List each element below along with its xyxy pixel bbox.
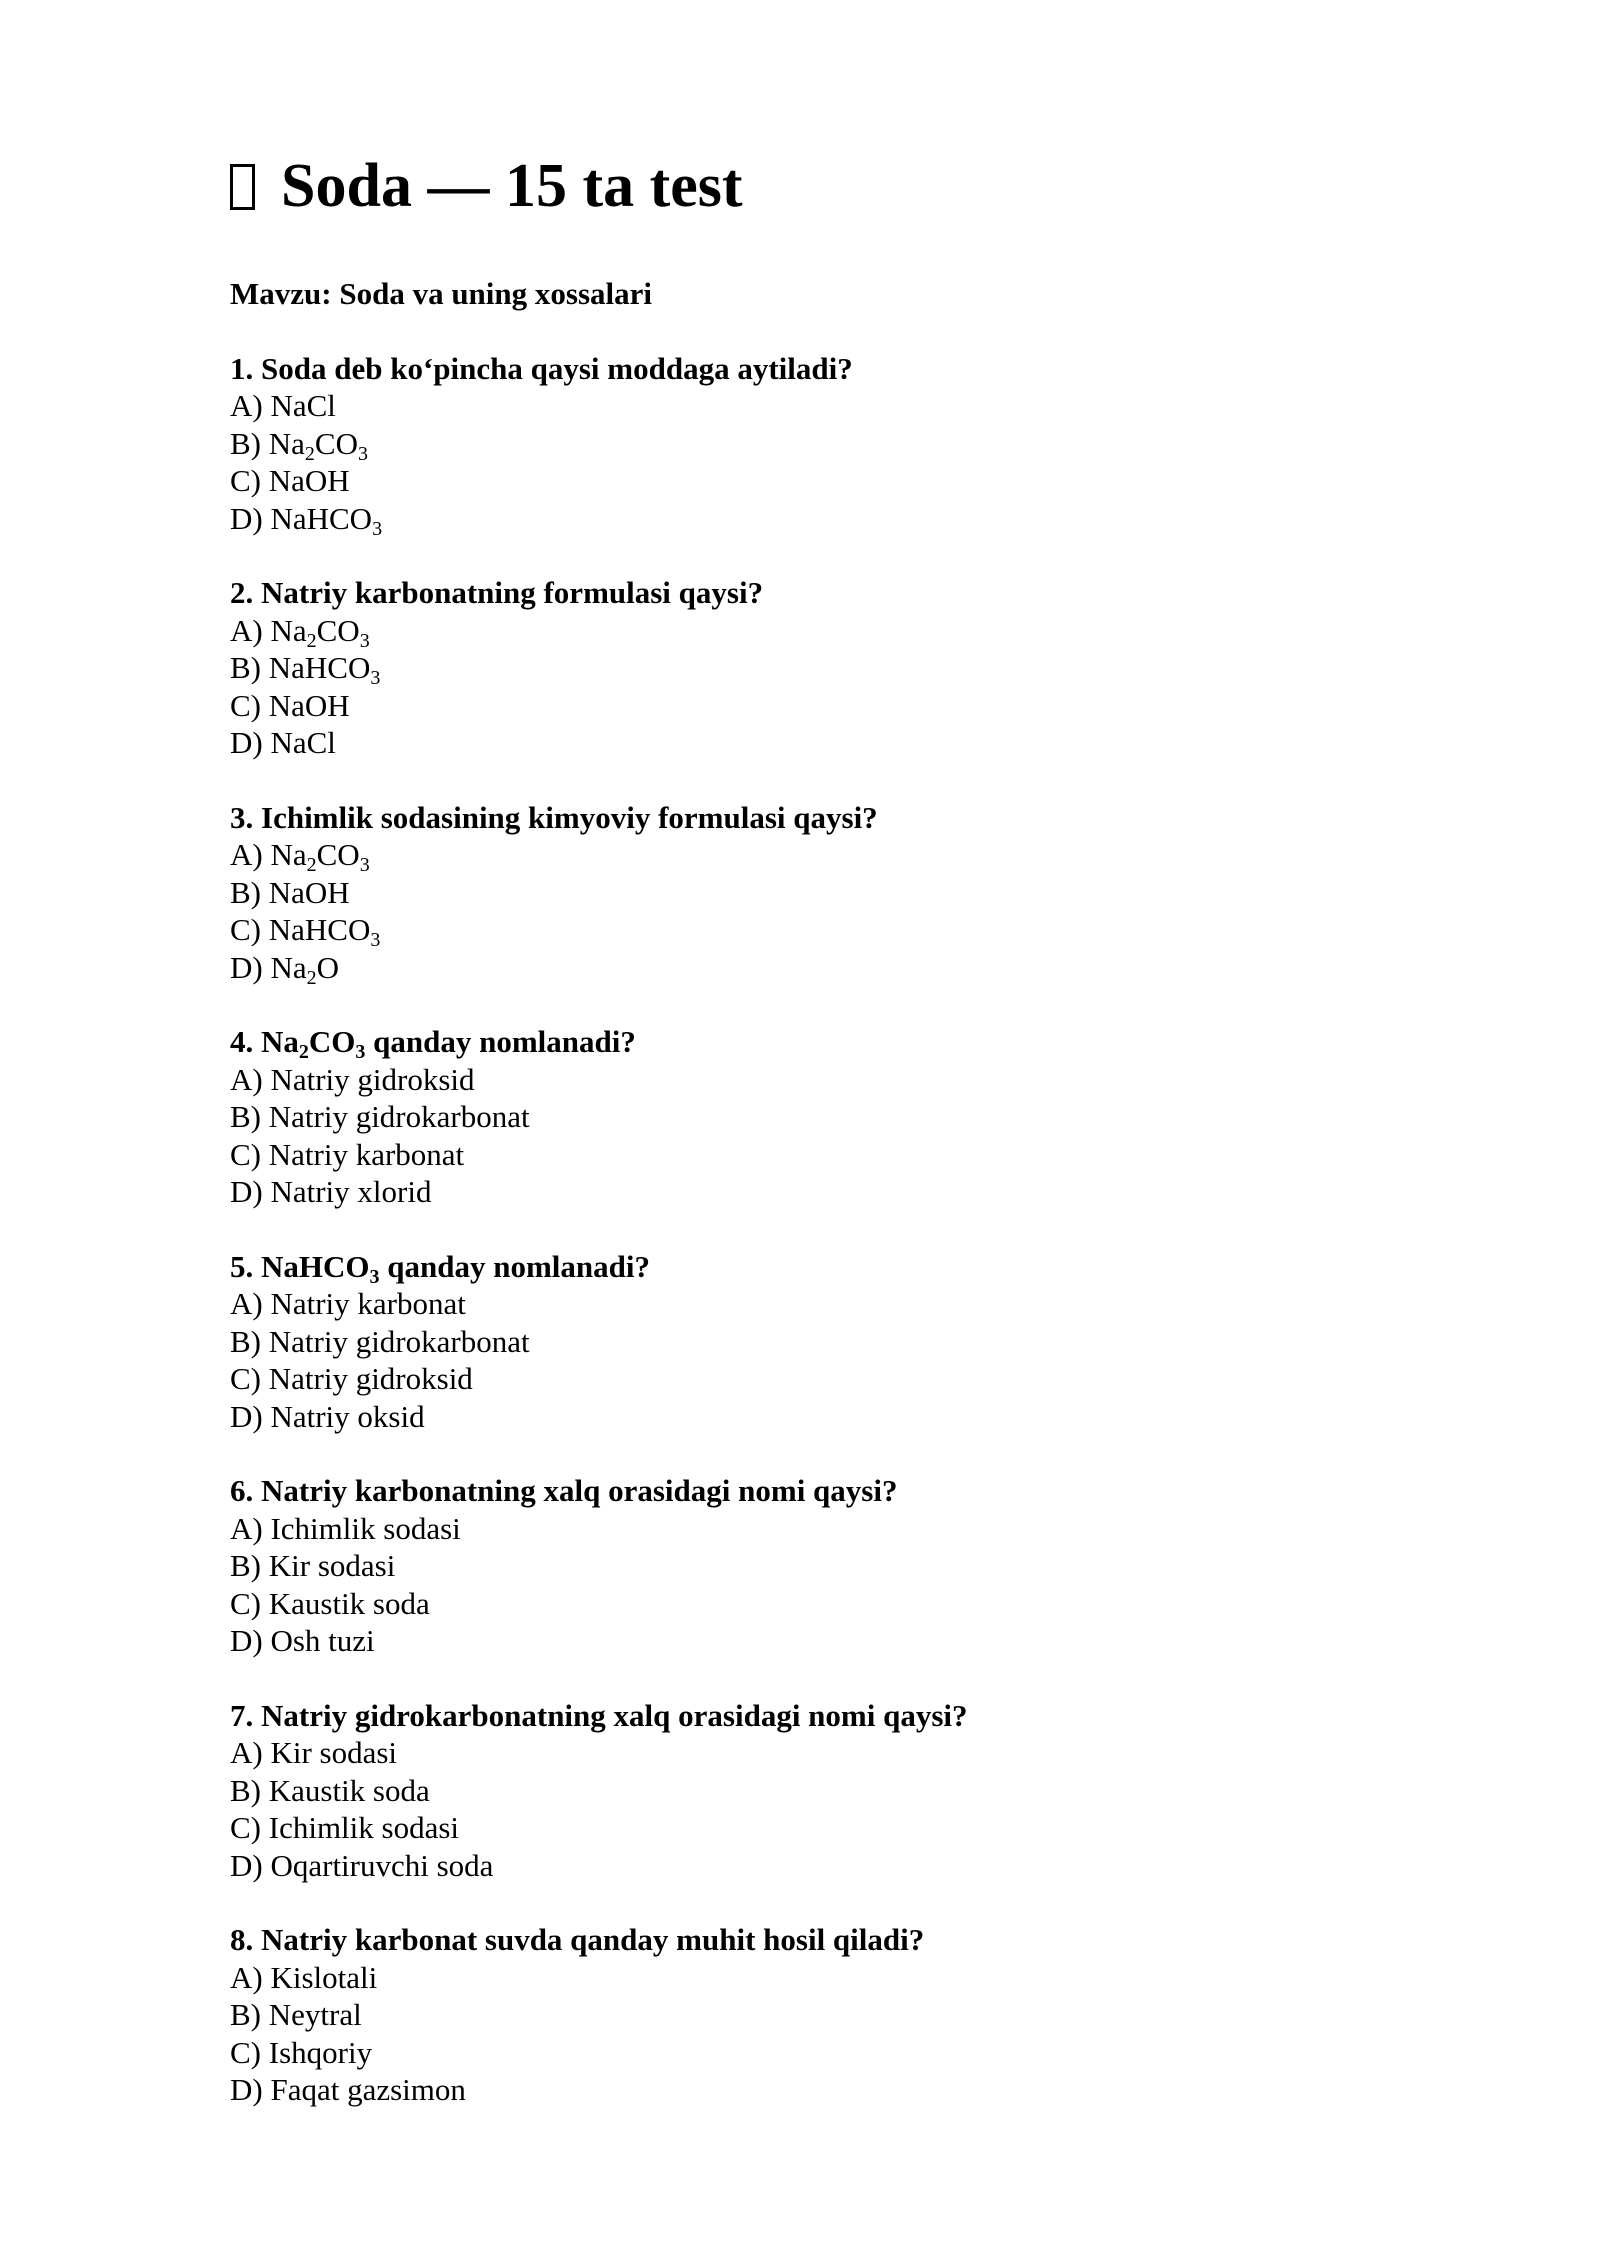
- answer-option: [230, 724, 1430, 762]
- answer-option: [230, 649, 1430, 687]
- option-text: Kir sodasi: [268, 1548, 396, 1583]
- option-letter: A): [230, 837, 271, 872]
- answer-option: [230, 1772, 1430, 1810]
- question-text-part: Natriy karbonat suvda qanday muhit hosil qiladi?: [261, 1922, 925, 1957]
- option-text: Ishqoriy: [268, 2034, 373, 2070]
- answer-option: [230, 1585, 1430, 1623]
- option-text: Na: [270, 949, 307, 985]
- option-text: Kislotali: [270, 1959, 378, 1995]
- answer-option: [230, 911, 1430, 949]
- option-letter: B): [230, 425, 269, 461]
- option-text: CO: [316, 837, 360, 872]
- option-text: NaHCO: [270, 500, 373, 536]
- answer-option: [230, 1547, 1430, 1585]
- subscript: 3: [370, 929, 381, 951]
- option-letter: D): [230, 1847, 271, 1883]
- page-title: [230, 152, 1430, 225]
- question-text: [230, 1697, 1430, 1735]
- option-letter: D): [230, 1623, 271, 1658]
- answer-option: [230, 1285, 1430, 1323]
- option-letter: B): [230, 1548, 269, 1583]
- option-letter: C): [230, 1361, 269, 1396]
- question-number: 2.: [230, 575, 261, 610]
- subscript: 2: [298, 1041, 309, 1063]
- question-text-part: Natriy karbonatning formulasi qaysi?: [261, 575, 764, 610]
- document-icon: [230, 164, 255, 210]
- option-letter: A): [230, 1286, 271, 1321]
- question-text: [230, 799, 1430, 837]
- answer-option: [230, 687, 1430, 725]
- option-text: NaHCO: [268, 650, 371, 685]
- answer-option: [230, 836, 1430, 874]
- option-letter: D): [230, 2072, 271, 2107]
- subject-line: Mavzu: Soda va uning xossalari: [230, 276, 653, 311]
- subscript: 2: [306, 854, 317, 876]
- question-text: [230, 1921, 1430, 1959]
- option-letter: B): [230, 1772, 269, 1808]
- option-letter: D): [230, 725, 271, 760]
- question-block: [230, 350, 1430, 538]
- question-block: [230, 1921, 1430, 2109]
- question-text-part: Soda deb ko‘pincha qaysi moddaga aytiladi?: [261, 350, 853, 386]
- answer-option: [230, 1061, 1430, 1099]
- question-block: [230, 799, 1430, 987]
- option-text: NaOH: [268, 463, 350, 498]
- option-letter: C): [230, 1585, 269, 1621]
- question-text-part: NaHCO: [261, 1248, 370, 1284]
- question-text: [230, 1472, 1430, 1510]
- option-text: Natriy gidroksid: [268, 1361, 473, 1396]
- page-title-text: Soda — 15 ta test: [281, 152, 743, 220]
- answer-option: [230, 1959, 1430, 1997]
- answer-option: [230, 949, 1430, 987]
- option-letter: C): [230, 1810, 269, 1845]
- question-number: 5.: [230, 1248, 261, 1284]
- answer-option: [230, 1622, 1430, 1660]
- option-letter: D): [230, 1398, 271, 1434]
- option-text: Natriy gidrokarbonat: [268, 1323, 530, 1359]
- option-letter: A): [230, 1510, 271, 1546]
- question-block: [230, 1023, 1430, 1211]
- option-text: Natriy xlorid: [270, 1174, 432, 1209]
- question-text-part: qanday nomlanadi?: [379, 1248, 650, 1284]
- question-text-part: Natriy gidrokarbonatning xalq orasidagi nomi qaysi?: [261, 1697, 968, 1733]
- question-number: 8.: [230, 1922, 261, 1957]
- option-text: Neytral: [268, 1997, 362, 2032]
- document-page: [230, 152, 1430, 2146]
- option-letter: D): [230, 500, 271, 536]
- subscript: 3: [359, 629, 370, 652]
- question-text-part: Ichimlik sodasining kimyoviy formulasi qaysi?: [261, 799, 878, 835]
- answer-option: [230, 874, 1430, 912]
- answer-option: [230, 1323, 1430, 1361]
- option-text: Kaustik soda: [268, 1585, 430, 1621]
- question-text: [230, 1023, 1430, 1061]
- option-letter: B): [230, 1997, 269, 2032]
- answer-option: [230, 425, 1430, 463]
- answer-option: [230, 1136, 1430, 1174]
- question-block: [230, 1248, 1430, 1436]
- subscript: 2: [306, 629, 317, 652]
- question-block: [230, 1697, 1430, 1885]
- question-number: 7.: [230, 1697, 261, 1733]
- answer-option: [230, 612, 1430, 650]
- question-number: 4.: [230, 1024, 261, 1059]
- option-text: Osh tuzi: [270, 1623, 375, 1658]
- option-letter: C): [230, 1136, 269, 1172]
- answer-option: [230, 1996, 1430, 2034]
- question-text: [230, 1248, 1430, 1286]
- question-text-part: Natriy karbonatning xalq orasidagi nomi qaysi?: [261, 1473, 898, 1508]
- subscript: 2: [306, 966, 317, 989]
- option-text: NaHCO: [268, 912, 371, 947]
- option-text: NaCl: [270, 388, 336, 423]
- answer-option: [230, 462, 1430, 500]
- option-text: Kaustik soda: [268, 1772, 430, 1808]
- answer-option: [230, 2071, 1430, 2109]
- option-letter: B): [230, 650, 269, 685]
- option-letter: C): [230, 463, 269, 498]
- option-text: Faqat gazsimon: [270, 2072, 466, 2107]
- subscript: 2: [304, 442, 315, 465]
- option-text: Natriy gidroksid: [270, 1061, 475, 1097]
- question-text: [230, 574, 1430, 612]
- question-number: 3.: [230, 799, 261, 835]
- answer-option: [230, 1398, 1430, 1436]
- option-text: O: [316, 949, 340, 985]
- answer-option: [230, 1847, 1430, 1885]
- option-text: NaCl: [270, 725, 336, 760]
- option-text: Na: [270, 837, 307, 872]
- option-text: Ichimlik sodasi: [268, 1810, 460, 1845]
- option-letter: C): [230, 687, 269, 723]
- question-block: [230, 574, 1430, 762]
- option-text: NaOH: [268, 687, 350, 723]
- option-letter: A): [230, 612, 271, 648]
- question-text: [230, 350, 1430, 388]
- answer-option: [230, 2034, 1430, 2072]
- question-list: [230, 350, 1430, 2109]
- option-text: Natriy karbonat: [270, 1286, 466, 1321]
- subscript: 3: [370, 667, 381, 689]
- answer-option: [230, 1098, 1430, 1136]
- option-text: CO: [314, 425, 358, 461]
- option-text: Natriy gidrokarbonat: [268, 1099, 530, 1134]
- answer-option: [230, 500, 1430, 538]
- option-letter: B): [230, 874, 269, 910]
- option-letter: A): [230, 1959, 271, 1995]
- question-block: [230, 1472, 1430, 1660]
- question-text-part: Na: [261, 1024, 299, 1059]
- option-letter: D): [230, 949, 271, 985]
- answer-option: [230, 1809, 1430, 1847]
- option-text: NaOH: [268, 874, 350, 910]
- subscript: 3: [357, 442, 368, 465]
- question-text-part: CO: [308, 1024, 356, 1059]
- answer-option: [230, 1173, 1430, 1211]
- question-text-part: qanday nomlanadi?: [365, 1024, 636, 1059]
- option-letter: A): [230, 1735, 271, 1770]
- option-text: Na: [270, 612, 307, 648]
- option-text: Ichimlik sodasi: [270, 1510, 461, 1546]
- option-text: CO: [316, 612, 360, 648]
- option-text: Na: [268, 425, 305, 461]
- option-letter: D): [230, 1174, 271, 1209]
- option-letter: B): [230, 1099, 269, 1134]
- option-text: Natriy karbonat: [268, 1136, 465, 1172]
- subscript: 3: [355, 1041, 366, 1063]
- answer-option: [230, 1510, 1430, 1548]
- option-letter: C): [230, 2034, 269, 2070]
- question-number: 1.: [230, 350, 261, 386]
- option-letter: A): [230, 388, 271, 423]
- answer-option: [230, 387, 1430, 425]
- subscript: 3: [359, 854, 370, 876]
- option-text: Oqartiruvchi soda: [270, 1847, 494, 1883]
- subscript: 3: [369, 1265, 380, 1288]
- subscript: 3: [372, 517, 383, 540]
- answer-option: [230, 1360, 1430, 1398]
- option-letter: B): [230, 1323, 269, 1359]
- option-letter: C): [230, 912, 269, 947]
- question-number: 6.: [230, 1473, 261, 1508]
- answer-option: [230, 1734, 1430, 1772]
- option-text: Natriy oksid: [270, 1398, 425, 1434]
- option-text: Kir sodasi: [270, 1735, 398, 1770]
- option-letter: A): [230, 1061, 271, 1097]
